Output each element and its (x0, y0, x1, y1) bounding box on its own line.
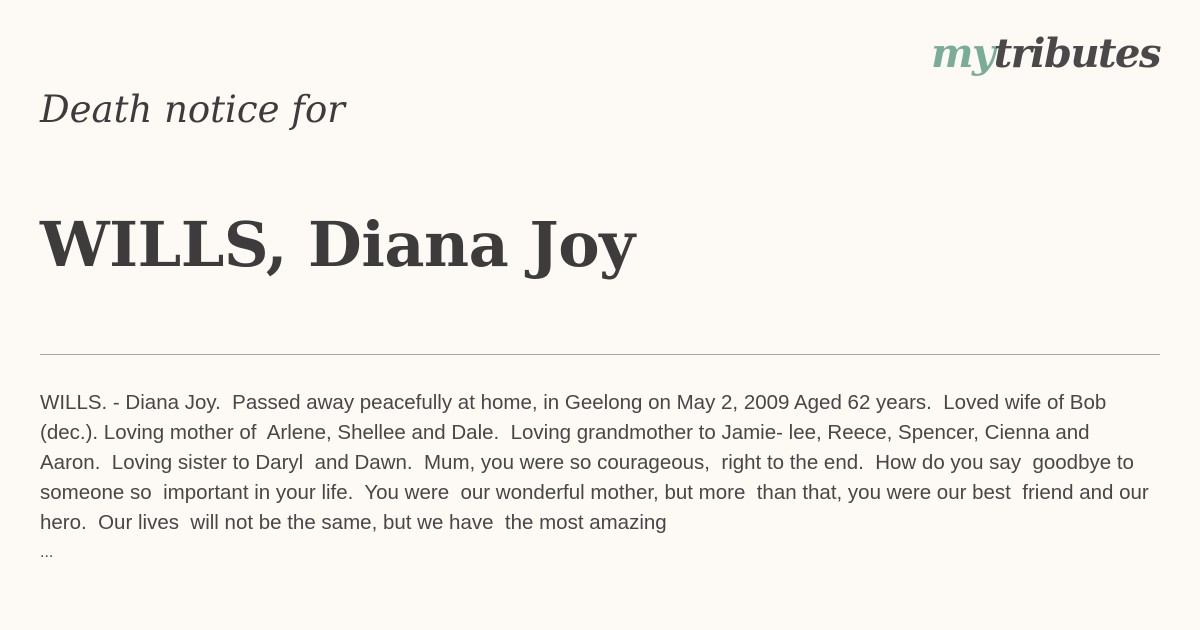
divider (40, 354, 1160, 355)
logo-suffix: tributes (993, 30, 1160, 77)
logo-prefix: my (931, 30, 994, 77)
truncation-ellipsis: ... (40, 544, 54, 561)
mytributes-logo[interactable] (931, 30, 1160, 77)
notice-text-block (40, 388, 1160, 568)
deceased-name: WILLS, Diana Joy (40, 208, 635, 281)
notice-heading: Death notice for (40, 88, 345, 131)
notice-body: WILLS. - Diana Joy. Passed away peacefully at home, in Geelong on May 2, 2009 Aged 62 years. Loved wife of Bob (dec.). Loving mother of Arlene, Shellee and Dale. Loving grandmother to Jamie- lee, Reece, Spencer, Cienna and Aaron. Loving sister to Daryl and Dawn. Mum, you were so courageous, right to the end. How do you say goodbye to someone so important in your life. You were our wonderful mother, but more than that, you were our best friend and our hero. Our lives will not be the same, but we have the most amazing (40, 391, 1155, 534)
